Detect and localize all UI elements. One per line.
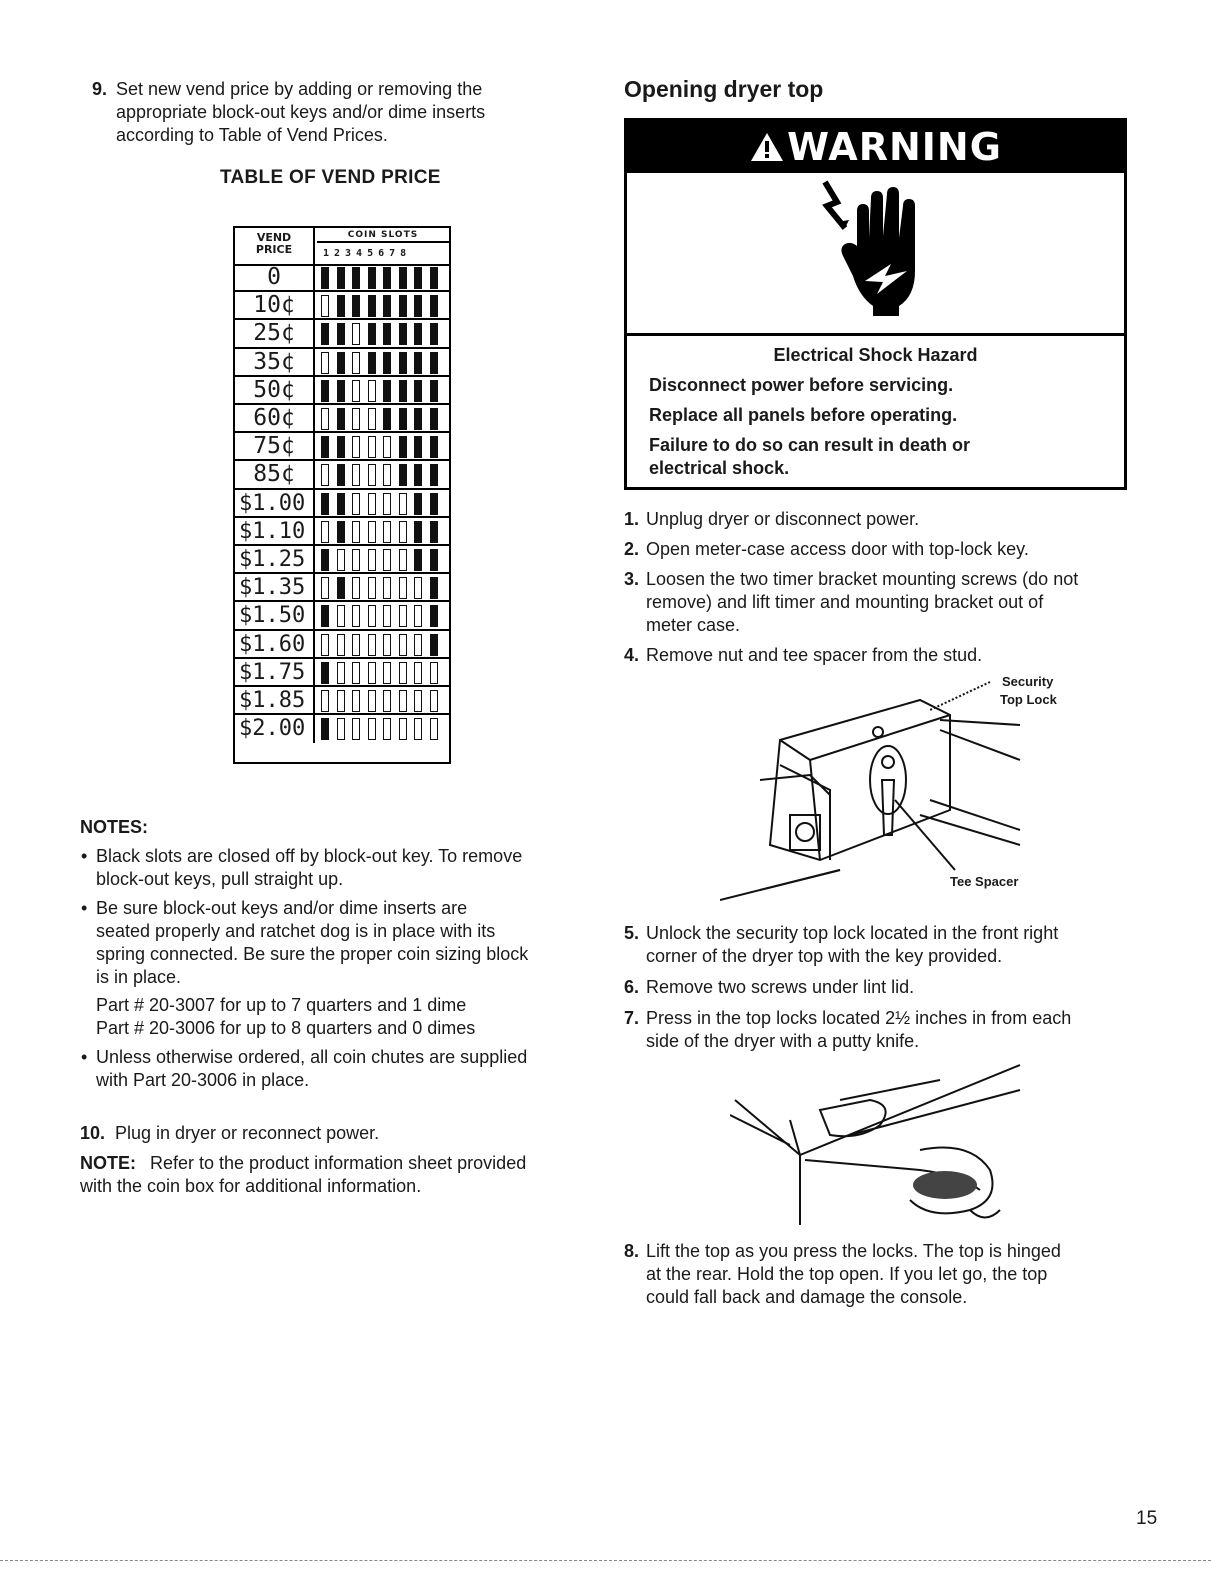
open-slot — [368, 464, 376, 486]
step-8-line-1: Lift the top as you press the locks. The top is hinged — [646, 1241, 1061, 1261]
open-slot — [383, 605, 391, 627]
warning-box — [624, 118, 1127, 490]
open-slot — [352, 323, 360, 345]
table-row — [235, 405, 449, 433]
blocked-slot — [414, 493, 422, 515]
open-slot — [383, 690, 391, 712]
blocked-slot — [321, 380, 329, 402]
open-slot — [352, 605, 360, 627]
warning-line-3: Failure to do so can result in death or — [649, 435, 971, 455]
table-row — [235, 631, 449, 659]
table-row — [235, 518, 449, 546]
open-slot — [399, 493, 407, 515]
blocked-slot — [414, 436, 422, 458]
vend-price-cell: $1.85 — [235, 687, 315, 713]
label-tee-spacer: Tee Spacer — [950, 874, 1019, 889]
blocked-slot — [430, 493, 438, 515]
open-slot — [383, 549, 391, 571]
step-2-number: 2. — [624, 539, 640, 559]
table-row — [235, 715, 449, 743]
blocked-slot — [383, 408, 391, 430]
step-4-line-1: Remove nut and tee spacer from the stud. — [646, 645, 983, 665]
section-heading: Opening dryer top — [624, 76, 824, 102]
open-slot — [337, 690, 345, 712]
step-7-line-2: side of the dryer with a putty knife. — [646, 1031, 920, 1051]
header-price: PRICE — [255, 243, 293, 256]
open-slot — [399, 521, 407, 543]
step-9-line-3: according to Table of Vend Prices. — [116, 125, 388, 145]
table-header — [235, 228, 449, 266]
open-slot — [399, 690, 407, 712]
blocked-slot — [414, 267, 422, 289]
step-9-line-2: appropriate block-out keys and/or dime inserts — [116, 102, 486, 122]
bullet-icon: • — [81, 846, 88, 866]
step-5-number: 5. — [624, 923, 640, 943]
open-slot — [321, 352, 329, 374]
open-slot — [399, 718, 407, 740]
warning-triangle-icon — [749, 131, 785, 163]
blocked-slot — [337, 464, 345, 486]
blocked-slot — [337, 493, 345, 515]
coin-slots-cell — [321, 464, 447, 486]
vend-price-cell: 75¢ — [235, 433, 315, 459]
open-slot — [399, 605, 407, 627]
blocked-slot — [383, 352, 391, 374]
vend-price-cell: 25¢ — [235, 320, 315, 346]
vend-price-cell: 85¢ — [235, 461, 315, 487]
open-slot — [414, 662, 422, 684]
open-slot — [383, 521, 391, 543]
note-label: NOTE: — [80, 1153, 136, 1173]
open-slot — [399, 662, 407, 684]
blocked-slot — [337, 521, 345, 543]
open-slot — [321, 634, 329, 656]
step-4-number: 4. — [624, 645, 640, 665]
part-1: Part # 20-3007 for up to 7 quarters and 1 dime — [96, 995, 467, 1015]
blocked-slot — [399, 323, 407, 345]
vend-price-cell: 50¢ — [235, 377, 315, 403]
open-slot — [368, 493, 376, 515]
open-slot — [368, 718, 376, 740]
blocked-slot — [321, 267, 329, 289]
header-vend-price — [235, 228, 315, 264]
step-10-number: 10. — [80, 1123, 106, 1143]
note-line-1: Refer to the product information sheet provided — [150, 1153, 527, 1173]
blocked-slot — [399, 267, 407, 289]
blocked-slot — [337, 295, 345, 317]
step-8-line-3: could fall back and damage the console. — [646, 1287, 968, 1307]
step-1-line-1: Unplug dryer or disconnect power. — [646, 509, 920, 529]
header-vend: VEND — [256, 231, 292, 244]
part-2: Part # 20-3006 for up to 8 quarters and 0 dimes — [96, 1018, 476, 1038]
open-slot — [321, 295, 329, 317]
table-row — [235, 292, 449, 320]
bullet-icon: • — [81, 1047, 88, 1067]
blocked-slot — [399, 380, 407, 402]
electric-shock-hand-icon — [815, 176, 935, 326]
table-row — [235, 461, 449, 489]
blocked-slot — [337, 323, 345, 345]
header-coin-slots-cell — [317, 228, 449, 264]
warning-title-text: WARNING — [787, 125, 1002, 169]
open-slot — [321, 464, 329, 486]
page-number: 15 — [1136, 1508, 1158, 1529]
blocked-slot — [337, 436, 345, 458]
blocked-slot — [321, 323, 329, 345]
open-slot — [352, 577, 360, 599]
blocked-slot — [414, 295, 422, 317]
blocked-slot — [414, 521, 422, 543]
blocked-slot — [399, 352, 407, 374]
open-slot — [352, 408, 360, 430]
table-title: TABLE OF VEND PRICE — [220, 167, 441, 188]
open-slot — [368, 436, 376, 458]
coin-slots-cell — [321, 380, 447, 402]
coin-slots-cell — [321, 521, 447, 543]
vend-price-cell: 0 — [235, 264, 315, 290]
note-2-line-2: seated properly and ratchet dog is in place with its — [96, 921, 496, 941]
vend-price-cell: $1.75 — [235, 659, 315, 685]
open-slot — [352, 493, 360, 515]
blocked-slot — [414, 408, 422, 430]
open-slot — [337, 718, 345, 740]
blocked-slot — [383, 323, 391, 345]
open-slot — [414, 605, 422, 627]
open-slot — [368, 549, 376, 571]
coin-slots-cell — [321, 408, 447, 430]
open-slot — [368, 605, 376, 627]
blocked-slot — [337, 577, 345, 599]
open-slot — [321, 690, 329, 712]
coin-slots-cell — [321, 549, 447, 571]
table-row — [235, 659, 449, 687]
blocked-slot — [337, 380, 345, 402]
step-3-number: 3. — [624, 569, 640, 589]
open-slot — [383, 436, 391, 458]
open-slot — [337, 549, 345, 571]
blocked-slot — [414, 323, 422, 345]
notes-heading: NOTES: — [80, 817, 149, 837]
blocked-slot — [399, 295, 407, 317]
table-row — [235, 687, 449, 715]
blocked-slot — [414, 549, 422, 571]
step-7-line-1: Press in the top locks located 2½ inches in from each — [646, 1008, 1072, 1028]
step-3-line-1: Loosen the two timer bracket mounting screws (do not — [646, 569, 1079, 589]
putty-knife-illustration — [730, 1060, 1030, 1230]
step-2-line-1: Open meter-case access door with top-lock key. — [646, 539, 1029, 559]
vend-price-cell: 10¢ — [235, 292, 315, 318]
note-1-line-1: Black slots are closed off by block-out key. To remove — [96, 846, 523, 866]
blocked-slot — [399, 464, 407, 486]
coin-slots-cell — [321, 436, 447, 458]
vend-price-cell: $2.00 — [235, 715, 315, 743]
open-slot — [383, 577, 391, 599]
step-5-line-2: corner of the dryer top with the key provided. — [646, 946, 1003, 966]
blocked-slot — [430, 634, 438, 656]
vend-price-cell: 60¢ — [235, 405, 315, 431]
open-slot — [352, 662, 360, 684]
coin-slots-cell — [321, 267, 447, 289]
note-2-line-3: spring connected. Be sure the proper coin sizing block — [96, 944, 529, 964]
coin-slots-cell — [321, 634, 447, 656]
blocked-slot — [337, 408, 345, 430]
open-slot — [352, 436, 360, 458]
vend-price-cell: $1.35 — [235, 574, 315, 600]
blocked-slot — [430, 521, 438, 543]
table-row — [235, 433, 449, 461]
blocked-slot — [321, 549, 329, 571]
coin-slots-cell — [321, 605, 447, 627]
warning-banner — [627, 121, 1124, 173]
open-slot — [337, 662, 345, 684]
open-slot — [352, 380, 360, 402]
table-row — [235, 546, 449, 574]
open-slot — [352, 718, 360, 740]
open-slot — [414, 718, 422, 740]
blocked-slot — [414, 464, 422, 486]
step-10-text: Plug in dryer or reconnect power. — [115, 1123, 380, 1143]
blocked-slot — [430, 267, 438, 289]
open-slot — [352, 690, 360, 712]
coin-slots-cell — [321, 718, 447, 740]
note-3-line-2: with Part 20-3006 in place. — [96, 1070, 310, 1090]
open-slot — [321, 521, 329, 543]
blocked-slot — [430, 323, 438, 345]
blocked-slot — [352, 295, 360, 317]
note-2-line-4: is in place. — [96, 967, 182, 987]
blocked-slot — [321, 605, 329, 627]
open-slot — [368, 634, 376, 656]
label-top-lock: Top Lock — [1000, 692, 1057, 707]
blocked-slot — [321, 662, 329, 684]
blocked-slot — [337, 352, 345, 374]
open-slot — [321, 408, 329, 430]
open-slot — [368, 408, 376, 430]
note-2-line-1: Be sure block-out keys and/or dime inserts are — [96, 898, 468, 918]
note-1-line-2: block-out keys, pull straight up. — [96, 869, 344, 889]
table-row — [235, 320, 449, 348]
bullet-icon: • — [81, 898, 88, 918]
blocked-slot — [337, 267, 345, 289]
blocked-slot — [430, 549, 438, 571]
blocked-slot — [430, 295, 438, 317]
blocked-slot — [352, 267, 360, 289]
blocked-slot — [399, 408, 407, 430]
open-slot — [383, 464, 391, 486]
warning-line-4: electrical shock. — [649, 458, 790, 478]
blocked-slot — [430, 436, 438, 458]
coin-slots-cell — [321, 493, 447, 515]
label-security: Security — [1002, 674, 1054, 689]
vend-price-cell: $1.00 — [235, 490, 315, 516]
blocked-slot — [383, 295, 391, 317]
blocked-slot — [368, 352, 376, 374]
vend-price-cell: 35¢ — [235, 349, 315, 375]
open-slot — [352, 521, 360, 543]
open-slot — [399, 634, 407, 656]
warning-hazard: Electrical Shock Hazard — [773, 345, 978, 365]
open-slot — [383, 493, 391, 515]
step-7-number: 7. — [624, 1008, 640, 1028]
step-8-number: 8. — [624, 1241, 640, 1261]
open-slot — [399, 577, 407, 599]
open-slot — [383, 634, 391, 656]
blocked-slot — [430, 408, 438, 430]
open-slot — [337, 605, 345, 627]
blocked-slot — [368, 267, 376, 289]
step-5-line-1: Unlock the security top lock located in the front right — [646, 923, 1059, 943]
open-slot — [368, 380, 376, 402]
open-slot — [352, 634, 360, 656]
open-slot — [321, 577, 329, 599]
open-slot — [368, 662, 376, 684]
warning-line-1: Disconnect power before servicing. — [649, 375, 954, 395]
blocked-slot — [414, 380, 422, 402]
page-bottom-rule — [0, 1560, 1211, 1561]
blocked-slot — [414, 352, 422, 374]
step-1-number: 1. — [624, 509, 640, 529]
blocked-slot — [321, 718, 329, 740]
coin-slots-cell — [321, 662, 447, 684]
coin-slots-cell — [321, 323, 447, 345]
table-row — [235, 264, 449, 292]
coin-slots-cell — [321, 352, 447, 374]
vend-price-cell: $1.60 — [235, 631, 315, 657]
coin-slots-cell — [321, 577, 447, 599]
open-slot — [414, 577, 422, 599]
blocked-slot — [383, 380, 391, 402]
blocked-slot — [430, 464, 438, 486]
table-row — [235, 490, 449, 518]
blocked-slot — [321, 436, 329, 458]
step-3-line-3: meter case. — [646, 615, 741, 635]
note-line-2: with the coin box for additional information. — [80, 1176, 422, 1196]
table-row — [235, 602, 449, 630]
step-6-number: 6. — [624, 977, 640, 997]
open-slot — [399, 549, 407, 571]
open-slot — [430, 718, 438, 740]
vend-price-cell: $1.25 — [235, 546, 315, 572]
vend-price-table — [233, 226, 451, 764]
open-slot — [368, 577, 376, 599]
blocked-slot — [383, 267, 391, 289]
vend-price-cell: $1.10 — [235, 518, 315, 544]
warning-title — [627, 125, 1124, 169]
open-slot — [352, 352, 360, 374]
open-slot — [430, 662, 438, 684]
header-slot-numbers: 12345678 — [323, 248, 412, 259]
warning-divider — [627, 333, 1124, 336]
blocked-slot — [430, 352, 438, 374]
coin-slots-cell — [321, 295, 447, 317]
blocked-slot — [368, 295, 376, 317]
open-slot — [368, 521, 376, 543]
open-slot — [368, 690, 376, 712]
step-6-line-1: Remove two screws under lint lid. — [646, 977, 915, 997]
warning-line-2: Replace all panels before operating. — [649, 405, 958, 425]
coin-slots-cell — [321, 690, 447, 712]
step-9-number: 9. — [92, 79, 108, 99]
open-slot — [383, 718, 391, 740]
blocked-slot — [399, 436, 407, 458]
open-slot — [430, 690, 438, 712]
header-coin-slots: COIN SLOTS — [317, 230, 449, 243]
open-slot — [414, 690, 422, 712]
blocked-slot — [430, 577, 438, 599]
blocked-slot — [430, 380, 438, 402]
open-slot — [383, 662, 391, 684]
note-3-line-1: Unless otherwise ordered, all coin chutes are supplied — [96, 1047, 528, 1067]
table-row — [235, 574, 449, 602]
step-8-line-2: at the rear. Hold the top open. If you let go, the top — [646, 1264, 1048, 1284]
open-slot — [337, 634, 345, 656]
vend-price-cell: $1.50 — [235, 602, 315, 628]
blocked-slot — [321, 493, 329, 515]
step-3-line-2: remove) and lift timer and mounting bracket out of — [646, 592, 1044, 612]
blocked-slot — [368, 323, 376, 345]
step-9-line-1: Set new vend price by adding or removing the — [116, 79, 483, 99]
table-row — [235, 377, 449, 405]
open-slot — [414, 634, 422, 656]
open-slot — [352, 464, 360, 486]
open-slot — [352, 549, 360, 571]
blocked-slot — [430, 605, 438, 627]
table-row — [235, 349, 449, 377]
